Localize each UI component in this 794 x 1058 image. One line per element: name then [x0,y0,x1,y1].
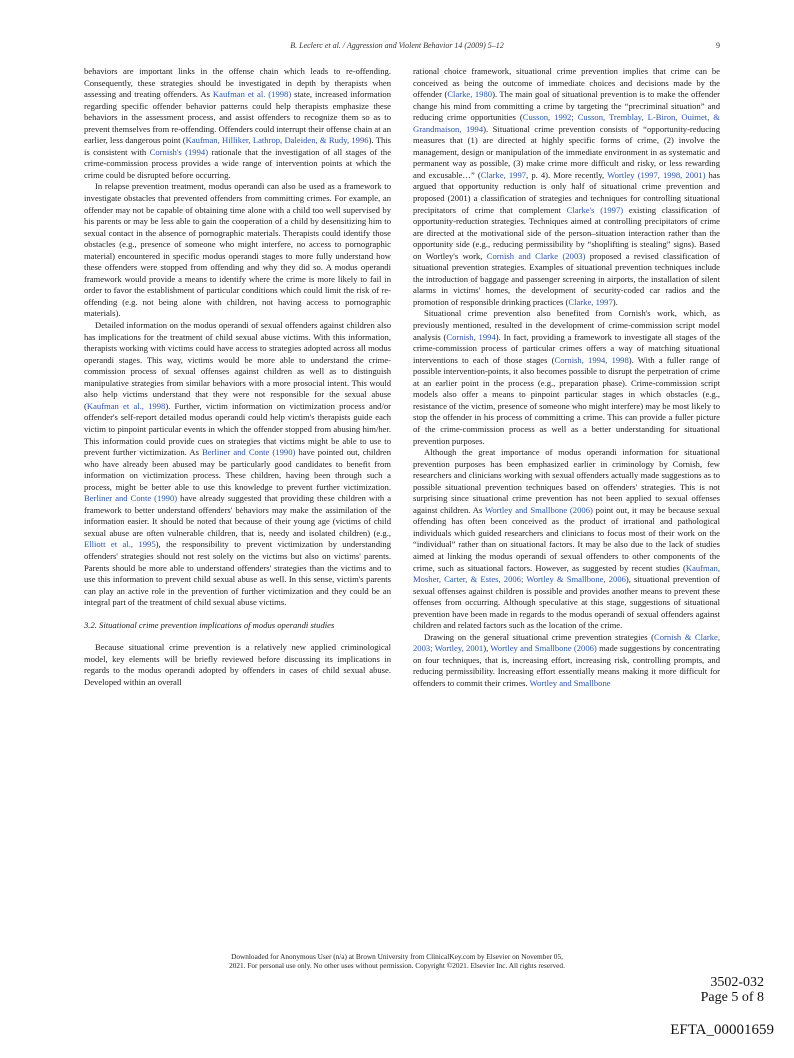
citation-link[interactable]: Cornish and Clarke (2003) [486,250,586,261]
citation-link[interactable]: Clarke, 1997 [568,296,613,307]
citation-link[interactable]: Cornish & Clarke, 2003; Wortley, 2001 [413,631,720,654]
left-column [84,66,391,688]
citation-link[interactable]: Cusson, 1992; Cusson, Tremblay, L-Biron, Ouimet, & Grandmaison, 1994 [413,112,720,134]
body-text: Because situational crime prevention is a relatively new applied criminological model, key elements will be briefly reviewed before discussing its implications in regards to the modus operandi adopted by offenders in cases of child sexual abuse. Developed within an overall [84,642,391,687]
body-text: rational choice framework, situational crime prevention implies that crime can be conceived as being the outcome of immediate choices and decisions made by the offender ( [413,66,720,100]
citation-link[interactable]: Cornish, 1994, 1998 [554,354,629,365]
body-text: Detailed information on the modus operandi of sexual offenders against children also has implications for the treatment of child sexual abuse victims. With this information, therapists working with victims could have access to strategies adopted across all modus operandi stages. This way, victims would be more able to understand the crime-commission process of sexual offenses against children as well as to distinguish manipulative strategies from similar behaviors with a more prosocial intent. This would also help victims understand that they were not responsible for the sexual abuse ( [84,320,391,411]
body-text: ). Further, victim information on victimization process and/or offender's self-report detailed modus operandi could help victim's therapists guide each victim to pinpoint particular events in which the offender stopped from abusing him/her. This information could provide cues on strategies that victims might be able to use to prevent further victimization. As [84,400,391,458]
citation-link[interactable]: Clarke's (1997) [566,204,624,215]
page-number: 9 [716,41,720,50]
citation-link[interactable]: Kaufman, Hilliker, Lathrop, Daleiden, & Rudy, 1996 [185,135,369,146]
body-text: made suggestions by concentrating on four techniques, that is, increasing effort, increasing risk, controlling prompts, and reducing permissibility. Increasing effort essentially means making it more difficult for offenders to commit their crimes. [413,643,720,688]
paragraph [413,66,720,308]
paragraph [413,308,720,447]
citation-link[interactable]: Wortley and Smallbone (2006) [484,504,593,515]
body-text: ). Situational crime prevention consists of “opportunity-reducing measures that (1) are directed at highly specific forms of crime, (2) involve the management, design or manipulation of the immediate environment in as systematic and permanent way as possible, (3) make crime more difficult and risky, or less rewarding and excusable…” ( [413,123,720,180]
download-notice-line: 2021. For personal use only. No other uses without permission. Copyright ©2021. Elsevier Inc. All rights reserved. [229,960,565,970]
body-text: ). This is consistent with [84,135,391,157]
body-text: have already suggested that providing these children with a framework to better understand offenders' behaviors may make the assimilation of the information easier. It should be noted that because of their young age (victims of child sexual abuse are often vulnerable children, that is, needy and isolated children) (e.g., [84,493,392,538]
body-text: have pointed out, children who have already been abused may be particularly good candidates to benefit from information on victimization process. These children, having been through such a process, might be better able to use this knowledge to prevent further victimization. [84,447,392,492]
paragraph [84,181,391,320]
citation-link[interactable]: Kaufman et al. (1998) [212,89,292,100]
section-heading: 3.2. Situational crime prevention implications of modus operandi studies [84,619,335,630]
body-text: In relapse prevention treatment, modus operandi can also be used as a framework to investigate obstacles that prevented offenders from committing crimes. For example, an offender may not be capable of obtaining time alone with a child too well supervised by his parents or may be less able to gain the cooperation of a child by desensitizing him to sexual contact in the absence of pornographic materials. Therapists could identify those obstacles (e.g., presence of someone who might interfere, no access to pornographic material) encountered in specific modus operandi stages to more fully understand how these offenders were stopped from offending and why they did so. A modus operandi framework would provide a means to identify where the crime is more likely to fail in order to favor the establishment of particular conditions which could limit the risk of re-offending (e.g. not being alone with children, not having access to pornographic materials). [84,181,391,319]
right-column [413,66,720,690]
body-text: point out, it may be because sexual offending has often been conceived as the product of irrational and pathological individuals which guided researchers and clinicians to focus most of their work on the “individual” rather than on situational factors. It may be also due to the lack of studies aimed at linking the modus operandi of sexual offenders to other components of the crime, such as situational factors. However, as suggested by recent studies ( [413,504,721,573]
paragraph [413,447,720,632]
citation-link[interactable]: Clarke, 1997 [480,169,527,180]
citation-link[interactable]: Kaufman et al., 1998 [86,400,166,411]
citation-link[interactable]: Elliott et al., 1995 [84,539,156,550]
body-text: behaviors are important links in the offense chain which leads to re-offending. Consequently, these strategies should be investigated in depth by therapists when assessing and treating offenders. As [84,66,391,100]
running-head: B. Leclerc et al. / Aggression and Violent Behavior 14 (2009) 5–12 [290,41,504,50]
body-text: proposed a revised classification of situational prevention strategies. Examples of situational prevention techniques include the introduction of baggage and passenger screening in airports, the installation of silent alarms in victims' homes, the development of security-coded car radios and the promotion of responsible drinking practices ( [413,250,720,307]
paragraph [413,632,720,690]
citation-link[interactable]: Cornish's (1994) [149,146,209,157]
body-text: has argued that opportunity reduction is only half of situational crime prevention and proposed (2001) a classification of strategies and techniques for controlling situational precipitators of crime that complement [413,169,720,215]
body-text: ), [483,643,491,654]
citation-link[interactable]: Cornish, 1994 [446,331,496,342]
body-text: ), the responsibility to prevent victimization by understanding offenders' strategies should not rest solely on the victims but also on victims' parents. Parents should be more able to understand offenders' strategies than the victims and to use this information to prevent child sexual abuse as well. In this sense, victim's parents can play an active role in the prevention of further victimization and they could be an integral part of the treatment of child sexual abuse victims. [84,539,391,608]
paragraph [84,66,391,181]
body-text: ). [612,296,618,307]
body-text: ), situational prevention of sexual offenses against children is possible and provides another means to prevent these offenses from occurring. Although speculative at this stage, suggestions of situational prevention have been made in regards to the modus operandi of sexual offenders against children and related factors such as the location of the crime. [413,574,720,631]
citation-link[interactable]: Clarke, 1980 [447,89,493,100]
citation-link[interactable]: Berliner and Conte (1990) [84,493,178,504]
citation-link[interactable]: Wortley and Smallbone [529,677,611,688]
paragraph [84,642,391,688]
paragraph [84,320,391,609]
body-text: ). With a fuller range of possible intervention-points, it also becomes possible to disrupt the perpetration of crime at an earlier point in the process (e.g., preparation phase). Crime-commission script models also offer a means to pinpoint particular stages in which obstacles (e.g., resistance of the victim, presence of someone who might interfere) may be most likely to stop the offender in his process of committing a crime. This can provide a fuller picture of the crime-commission process as well as a better understanding for situational prevention purposes. [413,354,721,446]
body-text: Situational crime prevention also benefited from Cornish's work, which, as previously mentioned, resulted in the development of crime-commission script model analysis ( [413,308,720,342]
body-text: ). In fact, providing a framework to investigate all stages of the crime-commission process of particular crimes offers a way of matching situational interventions to each of those stages ( [413,331,721,365]
body-text: existing classification of opportunity-reduction strategies. Techniques aimed at controlling precipitators of crime are directed at the motivational side of the person–situation interaction rather than the opportunity side (e.g., reducing permissibility by “shoplifting is stealing” signs). Based on Wortley's work, [413,204,720,261]
body-text: Although the great importance of modus operandi information for situational prevention purposes has been emphasized earlier in criminology by Cornish, few researchers and clinicians working with sexual offenders actually made suggestions as to possible situational prevention techniques based on offenders' strategies. This is not surprising since situational crime prevention has not been applied to sexual offenses against children. As [413,447,720,515]
download-notice [0,953,794,970]
bates-number: EFTA_00001659 [670,1022,774,1038]
page-label-stamp: Page 5 of 8 [700,990,764,1005]
citation-link[interactable]: Wortley and Smallbone (2006) [490,643,597,654]
body-text: ). The main goal of situational prevention is to make the offender change his mind from committing a crime by targeting the “precriminal situation” and reducing crime opportunities ( [413,89,720,123]
document-id-stamp: 3502-032 [710,975,764,990]
body-text: Drawing on the general situational crime prevention strategies ( [424,631,654,642]
citation-link[interactable]: Berliner and Conte (1990) [202,447,296,458]
body-text: state, increased information regarding specific offender behavior patterns could help therapists emphasize these behaviors in the assessment process, and assist offenders to recognize them so as to prevent themselves from re-offending. Offenders could interrupt their offense chain at an earlier, less dangerous point ( [84,89,391,146]
citation-link[interactable]: Wortley (1997, 1998, 2001) [607,169,706,180]
body-text: , p. 4). More recently, [526,169,608,180]
download-notice-line: Downloaded for Anonymous User (n/a) at Brown University from ClinicalKey.com by Elsevier on November 05, [231,952,563,961]
body-text: rationale that the investigation of all stages of the crime-commission process provides a wide range of intervention points at which the crime could be disrupted before occurring. [84,146,392,180]
citation-link[interactable]: Kaufman, Mosher, Carter, & Estes, 2006; Wortley & Smallbone, 2006 [413,562,720,585]
